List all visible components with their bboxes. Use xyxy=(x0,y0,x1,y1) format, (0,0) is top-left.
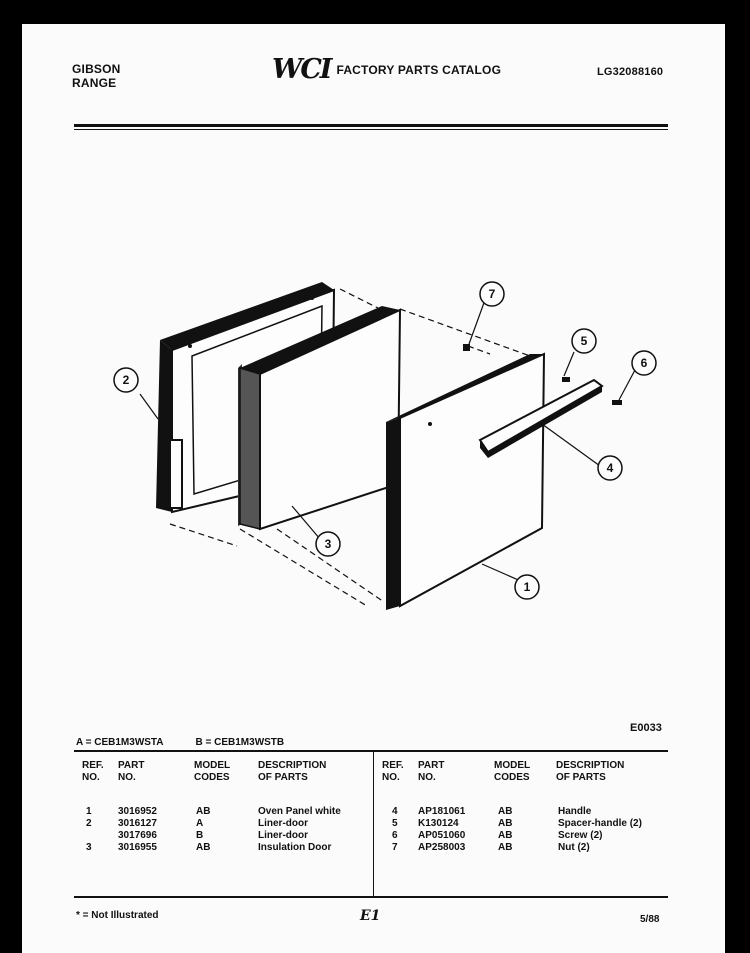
table-divider xyxy=(373,752,374,896)
parts-table: REF. NO. PART NO. MODEL CODES DESCRIPTION OF PARTS REF. NO. PART NO. MODEL CODES DESCRIPTION OF PARTS 1 3016952 AB Oven Panel white 2 3016127 A Liner-door 3017696 B Liner-door 3 3016955 AB Insulation Door 4 AP181061 AB Handle 5 K130124 AB Spacer-handle (2) 6 AP051060 AB Screw (2) 7 AP258003 AB Nut (2) xyxy=(74,750,668,898)
wci-logo: WCI xyxy=(272,54,331,85)
nut-part xyxy=(463,344,470,351)
figure-code: E0033 xyxy=(630,722,662,734)
header-part-right: PART NO. xyxy=(418,760,445,783)
callout-1 xyxy=(515,575,539,599)
callout-5-label: 5 xyxy=(580,334,588,348)
exploded-parts-diagram xyxy=(22,24,725,724)
callout-7 xyxy=(480,282,504,306)
header-model-right: MODEL CODES xyxy=(494,760,531,783)
header-part: PART NO. xyxy=(118,760,145,783)
callout-7-label: 7 xyxy=(488,287,496,301)
catalog-page xyxy=(22,24,725,953)
callout-6-label: 6 xyxy=(640,356,648,370)
callout-4-label: 4 xyxy=(606,461,614,475)
spacer-part xyxy=(562,377,570,382)
model-b: B = CEB1M3WSTB xyxy=(195,737,285,748)
callout-6 xyxy=(632,351,656,375)
callout-2 xyxy=(114,368,138,392)
document-number: LG32088160 xyxy=(597,66,664,78)
product-type: RANGE xyxy=(72,76,117,90)
revision-date: 5/88 xyxy=(640,914,660,925)
header-model: MODEL CODES xyxy=(194,760,231,783)
header-ref-right: REF. NO. xyxy=(382,760,404,783)
oven-panel-part xyxy=(386,354,544,610)
callout-2-label: 2 xyxy=(122,373,130,387)
header-ref: REF. NO. xyxy=(82,760,104,783)
model-a: A = CEB1M3WSTA xyxy=(76,737,164,748)
not-illustrated-note: * = Not Illustrated xyxy=(76,910,159,921)
callout-4 xyxy=(598,456,622,480)
model-legend xyxy=(76,737,284,748)
catalog-title: FACTORY PARTS CATALOG xyxy=(336,62,502,77)
header-description-right: DESCRIPTION OF PARTS xyxy=(556,760,625,783)
page-code: E1 xyxy=(360,908,381,924)
callout-1-label: 1 xyxy=(523,580,531,594)
header-description: DESCRIPTION OF PARTS xyxy=(258,760,327,783)
screw-part xyxy=(612,400,622,405)
callout-5 xyxy=(572,329,596,353)
callout-3 xyxy=(316,532,340,556)
callout-3-label: 3 xyxy=(324,537,332,551)
brand-name: GIBSON xyxy=(72,62,121,76)
